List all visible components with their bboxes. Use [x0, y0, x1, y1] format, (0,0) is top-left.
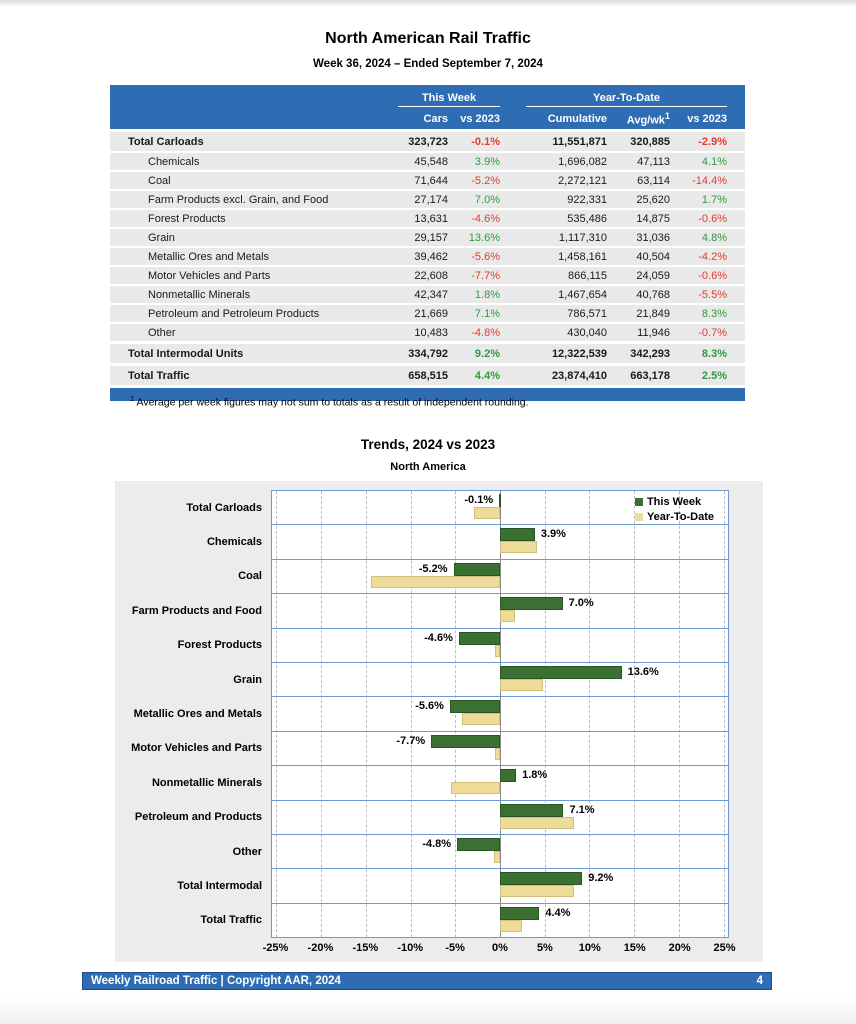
cars-value: 45,548: [414, 155, 448, 168]
bar-year-to-date: [500, 920, 522, 932]
bar-this-week: [450, 700, 500, 713]
bar-year-to-date: [495, 748, 500, 760]
bar-year-to-date: [500, 679, 543, 691]
row-label: Total Traffic: [128, 369, 190, 382]
row-label: Forest Products: [148, 212, 226, 225]
page-title: North American Rail Traffic: [325, 30, 531, 47]
bar-this-week: [500, 666, 622, 679]
avg-wk-value: 40,504: [636, 250, 670, 263]
cumulative-value: 786,571: [567, 307, 607, 320]
bar-this-week: [500, 907, 539, 920]
col-header-cumulative: Cumulative: [547, 113, 607, 125]
cars-value: 29,157: [414, 231, 448, 244]
row-label: Grain: [148, 231, 175, 244]
cumulative-value: 1,458,161: [558, 250, 607, 263]
avg-wk-value: 320,885: [630, 135, 670, 148]
table-body: [110, 132, 745, 385]
col-header-avg-wk: Avg/$wk^1$: [626, 111, 670, 127]
ytd-vs2023-value: -0.6%: [698, 212, 727, 225]
cars-vs2023-value: -7.7%: [471, 269, 500, 282]
cumulative-value: 1,467,654: [558, 288, 607, 301]
avg-wk-value: 342,293: [630, 347, 670, 360]
chart-band: [133, 697, 728, 731]
cars-vs2023-value: 1.8%: [474, 288, 500, 301]
row-label: Coal: [148, 174, 171, 187]
bar-this-week: [454, 563, 500, 576]
cars-vs2023-value: 7.0%: [474, 193, 500, 206]
bar-value-label: 9.2%: [588, 872, 614, 885]
cars-value: 323,723: [408, 135, 448, 148]
cars-value: 27,174: [414, 193, 448, 206]
chart-band: [131, 732, 728, 766]
bar-value-label: -4.6%: [424, 631, 453, 644]
chart-legend: [635, 494, 714, 524]
bar-value-label: 7.0%: [568, 597, 594, 610]
cars-value: 22,608: [414, 269, 448, 282]
legend-swatch-this-week-icon: [635, 498, 643, 506]
bar-year-to-date: [451, 782, 500, 794]
chart-title: Trends, 2024 vs 2023: [360, 437, 496, 452]
cumulative-value: 2,272,121: [558, 174, 607, 187]
row-label: Motor Vehicles and Parts: [148, 269, 271, 282]
page-footer: [82, 972, 772, 990]
bar-this-week: [500, 769, 516, 782]
bar-this-week: [459, 632, 500, 645]
x-axis-tick-label: 15%: [623, 942, 646, 954]
x-axis-tick-label: -25%: [262, 942, 289, 954]
cars-value: 334,792: [408, 347, 448, 360]
x-axis-tick-label: 5%: [536, 942, 553, 954]
bar-value-label: -5.6%: [415, 700, 444, 713]
category-label: Coal: [238, 570, 262, 583]
table-row: [110, 267, 745, 284]
footnote-marker: 1: [130, 394, 135, 403]
col-header-vs2023-week: vs 2023: [460, 113, 500, 125]
cars-vs2023-value: -5.6%: [471, 250, 500, 263]
cumulative-value: 23,874,410: [551, 369, 607, 382]
x-axis-tick-label: -10%: [397, 942, 424, 954]
row-label: Total Intermodal Units: [128, 347, 244, 360]
category-label: Total Carloads: [186, 501, 262, 514]
avg-wk-value: 14,875: [636, 212, 670, 225]
ytd-vs2023-value: -5.5%: [698, 288, 727, 301]
top-edge-fade: [0, 0, 856, 7]
col-header-vs2023-ytd: vs 2023: [687, 113, 727, 125]
cars-vs2023-value: 4.4%: [474, 369, 500, 382]
cars-vs2023-value: -4.8%: [471, 326, 500, 339]
chart-band: [233, 663, 728, 697]
cars-vs2023-value: 13.6%: [468, 231, 500, 244]
x-axis-tick-label: 25%: [713, 942, 736, 954]
cars-vs2023-value: 9.2%: [474, 347, 500, 360]
category-label: Nonmetallic Minerals: [151, 776, 262, 789]
avg-wk-value: 63,114: [637, 174, 670, 187]
ytd-vs2023-value: 4.8%: [701, 231, 727, 244]
category-label: Total Traffic: [200, 914, 262, 927]
chart-band: [238, 560, 728, 594]
avg-wk-value: 47,113: [637, 155, 670, 168]
table-row: [110, 248, 745, 265]
ytd-vs2023-value: -0.7%: [698, 326, 727, 339]
ytd-vs2023-value: 4.1%: [701, 155, 727, 168]
x-axis-tick-label: -20%: [307, 942, 334, 954]
x-axis-tick-label: 0%: [492, 942, 508, 954]
cars-value: 21,669: [414, 307, 448, 320]
table-header: [110, 85, 745, 129]
bar-this-week: [499, 494, 501, 507]
category-label: Motor Vehicles and Parts: [131, 742, 262, 755]
ytd-vs2023-value: -2.9%: [698, 135, 727, 148]
legend-swatch-year-to-date-icon: [635, 513, 643, 521]
bar-year-to-date: [500, 610, 515, 622]
avg-wk-value: 11,946: [637, 326, 670, 339]
bar-value-label: -7.7%: [396, 734, 426, 747]
bar-value-label: 7.1%: [569, 803, 595, 816]
cumulative-value: 1,696,082: [558, 155, 607, 168]
col-header-cars: Cars: [423, 113, 448, 125]
cumulative-value: 1,117,310: [558, 231, 607, 244]
category-label: Petroleum and Products: [134, 811, 262, 824]
row-label: Petroleum and Petroleum Products: [148, 307, 320, 320]
cars-vs2023-value: -0.1%: [471, 135, 500, 148]
chart-band: [177, 869, 728, 903]
category-label: Metallic Ores and Metals: [133, 708, 262, 721]
col-group-year-to-date: Year-To-Date: [526, 92, 727, 107]
cumulative-value: 922,331: [567, 193, 607, 206]
cumulative-value: 12,322,539: [551, 347, 607, 360]
bar-this-week: [500, 872, 582, 885]
cars-value: 658,515: [408, 369, 448, 382]
row-label: Other: [148, 326, 176, 339]
table-row: [110, 153, 745, 170]
row-label: Nonmetallic Minerals: [148, 288, 251, 301]
bar-this-week: [431, 735, 500, 748]
bar-year-to-date: [500, 817, 574, 829]
bar-value-label: -4.8%: [422, 837, 452, 850]
avg-wk-value: 21,849: [636, 307, 670, 320]
table-row: [110, 172, 745, 189]
bar-this-week: [500, 597, 563, 610]
chart-subtitle: North America: [390, 461, 466, 473]
cars-value: 10,483: [414, 326, 448, 339]
chart-band: [232, 835, 728, 869]
cumulative-value: 11,551,871: [552, 135, 607, 148]
category-label: Total Intermodal: [177, 879, 262, 892]
chart-band: [177, 629, 728, 663]
avg-wk-value: 24,059: [636, 269, 670, 282]
category-label: Forest Products: [177, 639, 262, 652]
bar-year-to-date: [500, 885, 574, 897]
table-row: [110, 191, 745, 208]
table-footnote: $^1$ Average per week figures may not sum to totals as a result of independent rounding.: [130, 394, 529, 409]
cars-vs2023-value: -5.2%: [471, 174, 500, 187]
avg-wk-value: 663,178: [630, 369, 670, 382]
chart-band: [206, 525, 728, 559]
category-label: Farm Products and Food: [131, 604, 262, 617]
bar-value-label: -5.2%: [418, 562, 448, 575]
cars-vs2023-value: 7.1%: [474, 307, 500, 320]
cars-value: 39,462: [414, 250, 448, 263]
cars-vs2023-value: 3.9%: [474, 155, 500, 168]
avg-wk-value: 31,036: [636, 231, 670, 244]
avg-wk-value: 25,620: [636, 193, 670, 206]
avg-wk-value: 40,768: [636, 288, 670, 301]
x-axis-tick-label: -15%: [352, 942, 379, 954]
bar-year-to-date: [495, 645, 500, 657]
chart-x-axis: [262, 942, 736, 958]
bar-value-label: 1.8%: [522, 769, 548, 782]
legend-item-this-week: This Week: [635, 494, 714, 509]
ytd-vs2023-value: -0.6%: [698, 269, 727, 282]
bar-value-label: 4.4%: [545, 906, 571, 919]
bottom-edge-fade: [0, 998, 856, 1024]
bar-this-week: [500, 804, 563, 817]
cars-vs2023-value: -4.6%: [471, 212, 500, 225]
avg-wk-footnote-marker: 1: [664, 111, 670, 122]
trends-chart: [115, 481, 763, 962]
table-row: [110, 210, 745, 227]
table-row: [110, 286, 745, 303]
ytd-vs2023-value: 8.3%: [701, 307, 727, 320]
ytd-vs2023-value: 1.7%: [701, 193, 727, 206]
cumulative-value: 430,040: [567, 326, 607, 339]
ytd-vs2023-value: -4.2%: [698, 250, 727, 263]
table-row: [110, 229, 745, 246]
cars-value: 71,644: [414, 174, 448, 187]
category-label: Grain: [233, 673, 262, 686]
x-axis-tick-label: 20%: [668, 942, 691, 954]
footer-page-number: 4: [756, 975, 763, 987]
footer-text: Weekly Railroad Traffic | Copyright AAR, 2024: [91, 975, 341, 987]
cumulative-value: 866,115: [568, 269, 607, 282]
chart-band: [151, 766, 728, 800]
row-label: Chemicals: [148, 155, 200, 168]
bar-value-label: 3.9%: [540, 528, 566, 541]
table-row: [110, 305, 745, 322]
page-subtitle: Week 36, 2024 – Ended September 7, 2024: [313, 58, 543, 70]
legend-item-year-to-date: Year-To-Date: [635, 509, 714, 524]
cars-value: 42,347: [414, 288, 448, 301]
bar-value-label: -0.1%: [464, 494, 494, 506]
bar-year-to-date: [462, 713, 500, 725]
chart-band: [131, 594, 728, 628]
x-axis-tick-label: -5%: [445, 942, 465, 954]
bar-this-week: [457, 838, 500, 851]
chart-band: [200, 904, 728, 937]
row-label: Metallic Ores and Metals: [148, 250, 270, 263]
table-row: [110, 132, 745, 151]
cars-value: 13,631: [414, 212, 448, 225]
table-row: [110, 324, 745, 341]
bar-value-label: 13.6%: [627, 665, 659, 678]
col-group-this-week: This Week: [398, 92, 500, 107]
ytd-vs2023-value: 8.3%: [701, 347, 727, 360]
bar-year-to-date: [371, 576, 500, 588]
chart-band: [134, 801, 728, 835]
chart-bands: [131, 491, 728, 937]
table-row: [110, 366, 745, 385]
bar-year-to-date: [500, 541, 537, 553]
category-label: Other: [232, 845, 262, 858]
ytd-vs2023-value: -14.4%: [692, 174, 727, 187]
x-axis-tick-label: 10%: [578, 942, 601, 954]
table-row: [110, 344, 745, 363]
bar-year-to-date: [474, 507, 500, 519]
rail-traffic-table: [110, 85, 745, 401]
chart-plot-area: [131, 490, 729, 938]
row-label: Farm Products excl. Grain, and Food: [148, 193, 329, 206]
category-label: Chemicals: [206, 536, 262, 549]
row-label: Total Carloads: [128, 135, 204, 148]
bar-this-week: [500, 528, 535, 541]
ytd-vs2023-value: 2.5%: [701, 369, 727, 382]
cumulative-value: 535,486: [567, 212, 607, 225]
bar-year-to-date: [494, 851, 500, 863]
